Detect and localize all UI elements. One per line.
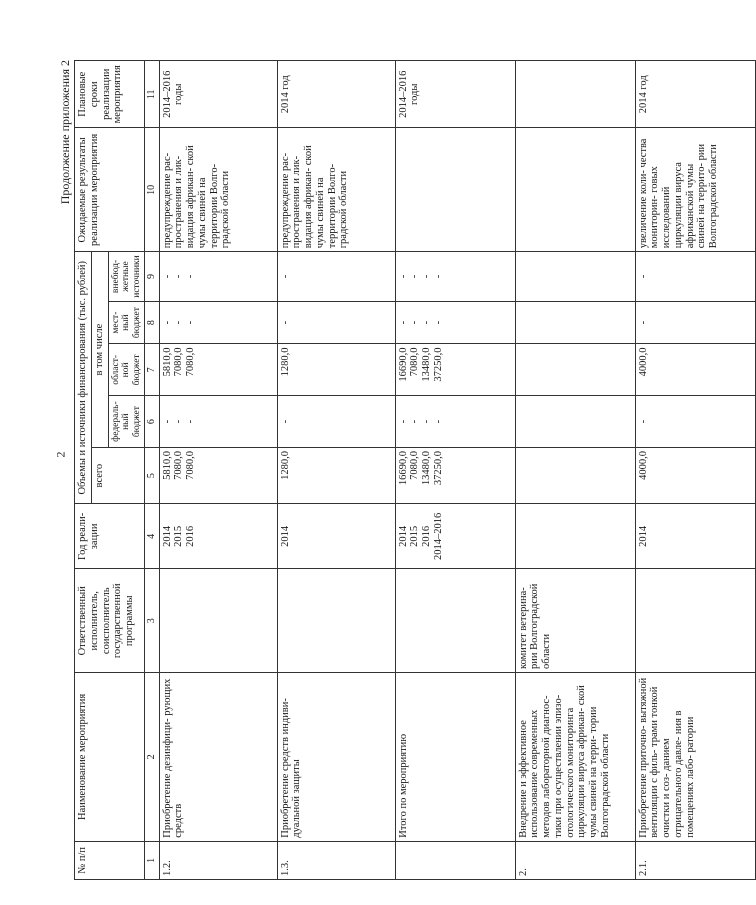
local-amount-value: - [397,320,409,325]
header-no: № п/п [75,841,145,879]
local-amount-value: - [279,320,291,325]
column-number: 4 [145,504,159,569]
column-number: 2 [145,673,159,842]
expected-results [395,128,515,252]
extra-amount [395,252,515,302]
header-incl: в том числе [91,252,108,448]
table-row [159,61,277,880]
total-amount-value: 37250,0 [432,451,444,486]
year-value: 2016 [185,525,197,547]
total-amount-value: 13480,0 [421,451,433,486]
total-amount [395,448,515,504]
table-body [159,61,755,880]
responsible-executor [635,569,755,673]
page-number: 2 [53,451,68,458]
row-number: 1.2. [159,841,277,879]
extra-amount-value: - [421,274,433,279]
header-finance: Объемы и источники финансирования (тыс. рублей) [75,252,92,504]
total-amount-value: 7080,0 [185,451,197,480]
header-year: Год реали- зации [75,504,145,569]
table-row [277,61,395,880]
regional-amount-value: 7080,0 [409,347,421,377]
responsible-executor [277,569,395,673]
federal-amount-value: - [637,419,649,424]
year [395,504,515,569]
responsible-executor: комитет ветерина- рии Волгоградской области [515,569,635,673]
column-number: 11 [145,61,159,129]
planned-terms: 2014 год [277,61,395,129]
total-amount-value: 7080,0 [173,451,185,480]
planned-terms: 2014–2016 годы [395,61,515,129]
expected-results: увеличение коли- чества мониторин- говых исследований циркуляции вируса африканской чумы свиней на террито- рии Волгоградской области [635,128,755,252]
column-number: 7 [145,344,159,396]
local-amount-value: - [637,320,649,325]
row-number: 2.1. [635,841,755,879]
local-amount-value: - [409,320,421,325]
responsible-executor [159,569,277,673]
federal-amount-value: - [185,419,197,424]
federal-amount [635,396,755,448]
federal-amount [277,396,395,448]
column-number: 5 [145,448,159,504]
activity-name: Итого по мероприятию [395,673,515,842]
rotated-page [58,60,720,880]
federal-amount [515,396,635,448]
regional-amount [395,344,515,396]
appendix-label: Продолжение приложения 2 [58,60,72,205]
local-amount [159,301,277,344]
activity-name: Приобретение приточно- вытяжной вентиляции с филь- трами тонкой очистки и соз- данием отрицательного давле- ния в помещениях лабо- ратории [635,673,755,842]
extra-amount-value: - [637,274,649,279]
extra-amount-value: - [432,274,444,279]
regional-amount-value: 37250,0 [432,347,444,382]
column-number: 10 [145,128,159,252]
header-federal: федераль- ный бюджет [108,396,145,448]
header-responsible: Ответственный исполнитель, соисполнитель государственной программы [75,569,145,673]
local-amount [277,301,395,344]
column-number: 1 [145,841,159,879]
header-total: всего [91,448,145,504]
planned-terms: 2014 год [635,61,755,129]
regional-amount [515,344,635,396]
extra-amount-value: - [185,274,197,279]
extra-amount-value: - [279,274,291,279]
extra-amount-value: - [397,274,409,279]
total-amount-value: 1280,0 [279,451,291,480]
header-extra: внебюд- жетные источники [108,252,145,302]
total-amount-value: 7080,0 [409,451,421,480]
table-row [515,61,635,880]
program-table [74,60,756,880]
total-amount [277,448,395,504]
federal-amount [159,396,277,448]
header-results: Ожидаемые результаты реализации мероприятия [75,128,145,252]
column-number: 9 [145,252,159,302]
row-number: 2. [515,841,635,879]
regional-amount-value: 7080,0 [173,347,185,377]
local-amount-value: - [173,320,185,325]
regional-amount-value: 13480,0 [421,347,433,382]
year [515,504,635,569]
planned-terms: 2014–2016 годы [159,61,277,129]
total-amount [635,448,755,504]
year-value: 2015 [409,525,421,547]
local-amount-value: - [432,320,444,325]
federal-amount-value: - [279,419,291,424]
header-regional: област- ной бюджет [108,344,145,396]
year-value: 2014 [279,525,291,547]
total-amount-value: 16690,0 [397,451,409,486]
planned-terms [515,61,635,129]
local-amount-value: - [421,320,433,325]
extra-amount-value: - [161,274,173,279]
regional-amount-value: 5810,0 [161,347,173,377]
total-amount [159,448,277,504]
activity-name: Внедрение и эффективное использование современных методов лабораторной диагнос- тики при осуществлении эпизо- отологического мониторинга циркуляции вируса африкан- ской чумы свиней на терри- тории Волгоградской области [515,673,635,842]
local-amount [515,301,635,344]
federal-amount-value: - [173,419,185,424]
year [635,504,755,569]
header-local: мест- ный бюджет [108,301,145,344]
year-value: 2015 [173,525,185,547]
expected-results [515,128,635,252]
activity-name: Приобретение дезинфици- рующих средств [159,673,277,842]
regional-amount [159,344,277,396]
year-value: 2014 [397,525,409,547]
federal-amount-value: - [409,419,421,424]
extra-amount [515,252,635,302]
extra-amount [159,252,277,302]
extra-amount-value: - [173,274,185,279]
responsible-executor [395,569,515,673]
federal-amount-value: - [397,419,409,424]
extra-amount-value: - [409,274,421,279]
table-header [75,61,160,880]
expected-results: предупреждение рас- пространения и лик- видация африкан- ской чумы свиней на территории Волго- градской области [277,128,395,252]
column-number: 3 [145,569,159,673]
column-number: 8 [145,301,159,344]
row-number: 1.3. [277,841,395,879]
regional-amount-value: 4000,0 [637,347,649,377]
year [159,504,277,569]
regional-amount-value: 7080,0 [185,347,197,377]
regional-amount-value: 1280,0 [279,347,291,377]
row-number [395,841,515,879]
year [277,504,395,569]
total-amount-value: 4000,0 [637,451,649,480]
year-value: 2016 [421,525,433,547]
year-value: 2014 [637,525,649,547]
activity-name: Приобретение средств индиви- дуальной защиты [277,673,395,842]
local-amount-value: - [185,320,197,325]
federal-amount-value: - [161,419,173,424]
regional-amount-value: 16690,0 [397,347,409,382]
federal-amount [395,396,515,448]
header-name: Наименование мероприятия [75,673,145,842]
header-terms: Плановые сроки реализации мероприятия [75,61,145,129]
table-row [395,61,515,880]
regional-amount [277,344,395,396]
total-amount-value: 5810,0 [161,451,173,480]
local-amount [635,301,755,344]
column-number-row [145,61,159,880]
federal-amount-value: - [432,419,444,424]
year-value: 2014–2016 [432,512,444,560]
column-number: 6 [145,396,159,448]
expected-results: предупреждение рас- пространения и лик- видация африкан- ской чумы свиней на территории Волго- градской области [159,128,277,252]
local-amount [395,301,515,344]
year-value: 2014 [161,525,173,547]
table-row [635,61,755,880]
regional-amount [635,344,755,396]
local-amount-value: - [161,320,173,325]
extra-amount [277,252,395,302]
federal-amount-value: - [421,419,433,424]
extra-amount [635,252,755,302]
total-amount [515,448,635,504]
